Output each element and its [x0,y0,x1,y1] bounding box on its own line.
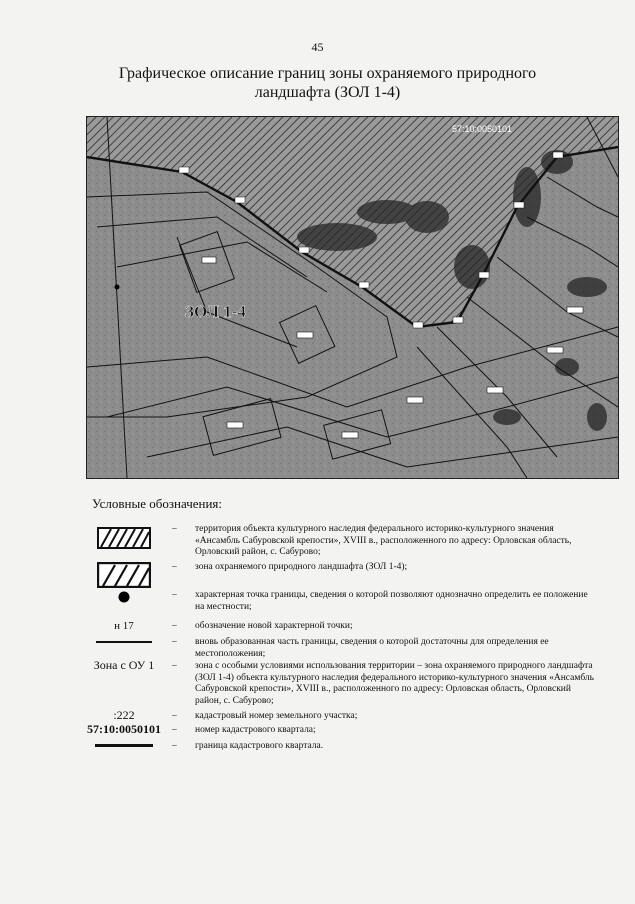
page-title [60,64,595,102]
page-number: 45 [311,40,324,54]
legend-dash: – [172,637,177,647]
legend-symbol-quarter-boundary [86,741,162,747]
legend-dash: – [172,524,177,534]
legend-desc: вновь образованная часть границы, сведения о которой достаточны для определения ее местоположения; [195,637,549,659]
hatch-swatch-icon [97,527,151,549]
boundary-point-dot [115,285,120,290]
thick-line-icon [95,744,153,747]
legend-symbol-heritage-hatch [86,527,162,554]
legend-dash: – [172,590,177,600]
cadastral-map [86,116,619,479]
legend-desc: обозначение новой характерной точки; [195,621,353,631]
legend-desc: номер кадастрового квартала; [195,725,316,735]
legend-dash: – [172,661,177,671]
legend-dash: – [172,725,177,735]
legend-dash: – [172,741,177,751]
point-dot-icon [117,590,131,604]
legend-symbol-parcel-number: :222 [113,708,135,722]
title-line-1: Графическое описание границ зоны охраняемого природного [118,65,537,82]
title-line-2: ландшафта (ЗОЛ 1-4) [254,84,401,101]
legend-symbol-new-point: н 17 [114,620,134,632]
legend-desc: зона с особыми условиями использования территории – зона охраняемого природного ландшафта (ЗОЛ 1-4) объекта культурного наследия федерального историко-культурного значения «Ансамбль Сабуровской крепости», XVIII в., расположенного по адресу: Орловская область, Орловский район, с. Сабурово; [195,661,595,706]
solid-line-icon [96,641,152,643]
legend-symbol-point [86,590,162,609]
quarter-label: 57:10:0050101 [452,124,513,134]
legend-desc: территория объекта культурного наследия федерального историко-культурного значения «Ансамбль Сабуровской крепости», XVIII в., расположенного по адресу: Орловская область, Орловский район, с. Сабурово; [195,524,572,557]
legend-symbol-zol-hatch [86,562,162,593]
sparse-hatch-swatch-icon [97,562,151,588]
map-graphic [87,117,618,478]
legend-desc: характерная точка границы, сведения о которой позволяют однозначно определить ее положение на местности; [195,590,588,612]
legend-desc: зона охраняемого природного ландшафта (ЗОЛ 1-4); [195,562,408,572]
legend-symbol-new-boundary [86,637,162,643]
legend-dash: – [172,562,177,572]
legend-desc: кадастровый номер земельного участка; [195,711,358,721]
legend-symbol-zone-ou: Зона с ОУ 1 [93,658,155,672]
legend-desc: граница кадастрового квартала. [195,741,324,751]
legend-heading: Условные обозначения: [92,496,223,511]
legend-symbol-quarter-number: 57:10:0050101 [87,722,161,736]
legend-dash: – [172,621,177,631]
legend-dash: – [172,711,177,721]
zone-label: ЗОЛ 1-4 [185,302,246,321]
